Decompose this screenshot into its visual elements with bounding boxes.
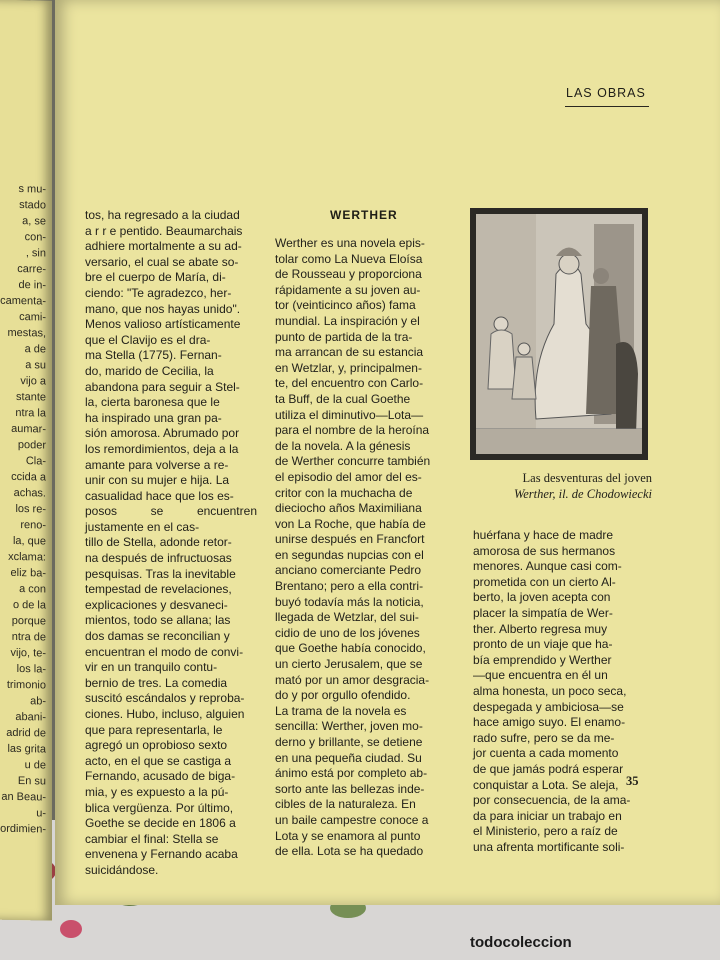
text-line: do y por orgullo ofendido. bbox=[275, 688, 411, 703]
text-line: prometida con un cierto Al- bbox=[473, 574, 616, 589]
text-line: tor (veinticinco años) fama bbox=[275, 298, 416, 313]
left-page-fragment: los la- bbox=[16, 663, 46, 676]
text-line: cibles de la naturaleza. En bbox=[275, 797, 416, 812]
left-page-fragment: reno- bbox=[20, 519, 46, 532]
text-line: jor cuenta a cada momento bbox=[473, 746, 619, 761]
text-line: ha inspirado una gran pa- bbox=[85, 410, 222, 425]
text-line: critor con la muchacha de bbox=[275, 485, 413, 500]
left-page-fragment: ab- bbox=[30, 695, 46, 708]
text-line: el episodio del amor del es- bbox=[275, 469, 422, 484]
left-page-fragment: , sin bbox=[25, 247, 46, 260]
left-page-fragment: o de la bbox=[12, 598, 46, 612]
left-page-fragment: u de bbox=[24, 759, 46, 772]
text-line: blica vergüenza. Por último, bbox=[85, 800, 234, 815]
section-title: WERTHER bbox=[330, 208, 398, 222]
text-line: sión amorosa. Abrumado por bbox=[85, 426, 240, 441]
text-line: amante para volverse a re- bbox=[85, 457, 229, 472]
text-line: ciones. Hubo, incluso, alguien bbox=[85, 707, 245, 721]
text-line: punto de partida de la tra- bbox=[275, 329, 413, 344]
text-line: agregó un oprobioso sexto bbox=[85, 738, 228, 753]
text-line: da para iniciar un trabajo en bbox=[473, 808, 622, 823]
text-line: a r r e pentido. Beaumarchais bbox=[85, 223, 243, 238]
text-line: dieciocho años Maximiliana bbox=[275, 501, 422, 516]
text-line: suicidándose. bbox=[85, 862, 159, 877]
text-line: Fernando, acusado de biga- bbox=[85, 769, 236, 784]
left-page-fragment: de in- bbox=[18, 279, 46, 292]
left-page-fragment: s mu- bbox=[18, 183, 46, 196]
left-page-fragment: trimonio bbox=[6, 678, 46, 692]
left-page-fragment: ordimien- bbox=[0, 822, 46, 836]
text-line: de ella. Lota se ha quedado bbox=[275, 844, 424, 859]
text-line: el Ministerio, pero a raíz de bbox=[473, 824, 618, 839]
caption-line-1: Las desventuras del joven bbox=[522, 471, 652, 485]
left-page-fragment: Cla- bbox=[25, 455, 46, 468]
illustration-frame bbox=[470, 208, 648, 460]
text-line: buyó todavía más la noticia, bbox=[275, 594, 424, 609]
text-line: mundial. La inspiración y el bbox=[275, 313, 420, 328]
text-line: mano, que nos hayas unido". bbox=[85, 301, 241, 316]
text-line: unirse después en Francfort bbox=[275, 532, 425, 547]
text-line: versario, el cual se abate so- bbox=[85, 254, 239, 269]
left-page-fragment: camenta- bbox=[0, 294, 46, 308]
text-line: tillo de Stella, adonde retor- bbox=[85, 535, 232, 550]
text-line: la, cierta baronesa que le bbox=[85, 395, 220, 410]
text-line: llegada de Wetzlar, del sui- bbox=[275, 610, 419, 625]
text-line: Brentano; pero a ella contri- bbox=[275, 579, 424, 594]
text-line: encuentran el modo de convi- bbox=[85, 644, 244, 659]
text-line: en Wetzlar, y, principalmen- bbox=[275, 360, 422, 375]
left-page-fragment: las grita bbox=[7, 742, 46, 756]
header-rule bbox=[565, 106, 649, 107]
left-page-fragment: la, que bbox=[12, 534, 46, 548]
text-line: de la novela. A la génesis bbox=[275, 438, 411, 453]
text-line: para el nombre de la heroína bbox=[275, 423, 430, 438]
text-line: do, marido de Cecilia, la bbox=[85, 363, 214, 378]
engraving-illustration bbox=[476, 214, 642, 454]
left-page-fragment: u- bbox=[36, 807, 46, 820]
text-line: casualidad hace que los es- bbox=[85, 488, 234, 503]
watermark: todocoleccion bbox=[470, 934, 572, 951]
text-line: menores. Aunque casi com- bbox=[473, 559, 622, 574]
text-line: de Rousseau y proporciona bbox=[275, 267, 422, 282]
text-line: mató por un amor desgracia- bbox=[275, 672, 430, 687]
text-line: tempestad de revelaciones, bbox=[85, 582, 232, 597]
text-line: ánimo está por completo ab- bbox=[275, 766, 428, 781]
text-line: Werther es una novela epis- bbox=[275, 236, 425, 250]
left-page-fragment: a con bbox=[19, 583, 46, 596]
text-line: de que jamás podrá esperar bbox=[473, 761, 624, 776]
text-line: cambiar el final: Stella se bbox=[85, 831, 219, 846]
text-line: abandona para seguir a Stel- bbox=[85, 379, 240, 394]
left-page-fragment: ccida a bbox=[11, 470, 46, 484]
left-page-fragment: an Beau- bbox=[1, 790, 46, 804]
text-line: La trama de la novela es bbox=[275, 703, 407, 718]
left-page-fragment: a de bbox=[24, 343, 46, 356]
left-page-edge bbox=[0, 0, 52, 921]
text-line: los remordimientos, deja a la bbox=[85, 441, 239, 456]
text-line: cidio de uno de los jóvenes bbox=[275, 625, 420, 640]
text-line: ma Stella (1775). Fernan- bbox=[85, 348, 222, 363]
text-line: adhiere mortalmente a su ad- bbox=[85, 239, 242, 254]
text-line: alma honesta, un poco seca, bbox=[473, 683, 627, 698]
text-line: una afrenta mortificante soli- bbox=[473, 839, 625, 854]
text-line: vir en un tranquilo contu- bbox=[85, 660, 218, 675]
text-line: explicaciones y desvaneci- bbox=[85, 597, 228, 612]
left-page-fragment: vijo, te- bbox=[10, 646, 46, 660]
text-line: te, del encuentro con Carlo- bbox=[275, 376, 424, 391]
left-page-fragment: ntra de bbox=[11, 630, 46, 644]
text-line: mientos, todo se allana; las bbox=[85, 613, 231, 628]
text-line: dos damas se reconcilian y bbox=[85, 629, 230, 644]
caption-line-2: Werther, il. de Chodowiecki bbox=[513, 487, 652, 501]
page-number: 35 bbox=[626, 774, 639, 788]
running-header: LAS OBRAS bbox=[566, 86, 646, 100]
text-column-2 bbox=[275, 236, 451, 860]
left-page-fragment: stante bbox=[16, 391, 46, 404]
left-page-fragment: abani- bbox=[15, 710, 46, 724]
text-line: rápidamente a su joven au- bbox=[275, 282, 421, 297]
text-line: amorosa de sus hermanos bbox=[473, 543, 616, 558]
text-line: sencilla: Werther, joven mo- bbox=[275, 719, 423, 734]
text-line: bre el cuerpo de María, di- bbox=[85, 270, 226, 285]
text-line: tos, ha regresado a la ciudad bbox=[85, 208, 240, 222]
text-line: placer la simpatía de Wer- bbox=[473, 605, 613, 620]
text-line: sorto ante las bellezas inde- bbox=[275, 781, 425, 796]
left-page-fragment: los re- bbox=[15, 502, 46, 516]
engraving-drawing bbox=[476, 214, 642, 454]
left-page-fragment: adrid de bbox=[6, 726, 46, 740]
text-line: bernio de tres. La comedia bbox=[85, 675, 228, 690]
text-line: unir con su mujer e hija. La bbox=[85, 473, 230, 488]
left-page-fragment: a su bbox=[25, 359, 46, 372]
text-line: un cierto Jerusalem, que se bbox=[275, 657, 423, 672]
left-page-fragment: ntra la bbox=[15, 406, 46, 420]
text-line: en segundas nupcias con el bbox=[275, 547, 424, 562]
left-page-fragment: aumar- bbox=[11, 422, 46, 436]
text-line: acto, en el que se castiga a bbox=[85, 753, 232, 768]
text-line: por consecuencia, de la ama- bbox=[473, 793, 631, 808]
left-page-fragment: poder bbox=[17, 439, 46, 452]
left-page-fragment: a, se bbox=[22, 215, 46, 228]
text-line: ta Buff, de la cual Goethe bbox=[275, 391, 411, 406]
flower-decoration bbox=[60, 920, 82, 938]
text-line: envenena y Fernando acaba bbox=[85, 847, 238, 862]
text-line: despegada y ambiciosa—se bbox=[473, 699, 624, 714]
text-line: suscitó escándalos y reproba- bbox=[85, 691, 245, 706]
left-page-fragment: stado bbox=[19, 199, 46, 212]
text-line: en una pequeña ciudad. Su bbox=[275, 750, 422, 765]
text-line: mia, y es expuesto a la pú- bbox=[85, 784, 229, 799]
text-line: Lota y se enamora al punto bbox=[275, 828, 421, 843]
text-line: ciendo: "Te agradezco, her- bbox=[85, 285, 232, 300]
text-line: utiliza el diminutivo—Lota— bbox=[275, 407, 424, 422]
left-page-fragment: porque bbox=[11, 614, 46, 628]
text-line: de Werther concurre también bbox=[275, 454, 431, 469]
illustration-caption bbox=[476, 470, 652, 502]
text-line: posos se encuentren justamente en el cas- bbox=[85, 504, 257, 534]
text-line: na después de infructuosas bbox=[85, 551, 232, 566]
left-page-fragment: vijo a bbox=[20, 375, 46, 388]
text-line: Menos valioso artísticamente bbox=[85, 317, 241, 332]
text-line: que Goethe había conocido, bbox=[275, 641, 426, 656]
left-page-fragment: con- bbox=[24, 231, 46, 244]
text-line: Goethe se decide en 1806 a bbox=[85, 816, 236, 831]
text-line: huérfana y hace de madre bbox=[473, 528, 614, 542]
text-line: von La Roche, que había de bbox=[275, 516, 426, 531]
text-line: ma arrancan de su estancia bbox=[275, 345, 424, 360]
left-page-fragment: achas. bbox=[13, 486, 46, 500]
text-line: hace amigo suyo. El enamo- bbox=[473, 715, 626, 730]
text-line: tolar como La Nueva Eloísa bbox=[275, 251, 423, 266]
text-line: rado sufre, pero se da me- bbox=[473, 730, 615, 745]
text-line: anciano comerciante Pedro bbox=[275, 563, 422, 578]
text-line: pronto de un viaje que ha- bbox=[473, 637, 613, 652]
left-page-fragment: carre- bbox=[17, 263, 46, 276]
left-page-fragment: cami- bbox=[19, 311, 46, 324]
text-column-3 bbox=[473, 528, 648, 855]
left-page-fragment: eliz ba- bbox=[10, 566, 46, 580]
text-line: derno y brillante, se detiene bbox=[275, 735, 423, 749]
left-page-fragment: En su bbox=[17, 775, 46, 788]
text-line: berto, la joven acepta con bbox=[473, 590, 611, 605]
text-line: —que encuentra en él un bbox=[473, 668, 608, 683]
text-line: que el Clavijo es el dra- bbox=[85, 332, 211, 347]
text-column-1 bbox=[85, 208, 257, 879]
text-line: que para representarla, le bbox=[85, 722, 223, 737]
text-line: bía emprendido y Werther bbox=[473, 652, 612, 667]
text-line: un baile campestre conoce a bbox=[275, 812, 429, 827]
left-page-fragment: mestas, bbox=[7, 326, 46, 340]
text-line: ther. Alberto regresa muy bbox=[473, 621, 608, 636]
left-page-fragment: xclama: bbox=[8, 550, 46, 564]
text-line: conquistar a Lota. Se aleja, bbox=[473, 777, 619, 792]
text-line: pesquisas. Tras la inevitable bbox=[85, 566, 236, 581]
